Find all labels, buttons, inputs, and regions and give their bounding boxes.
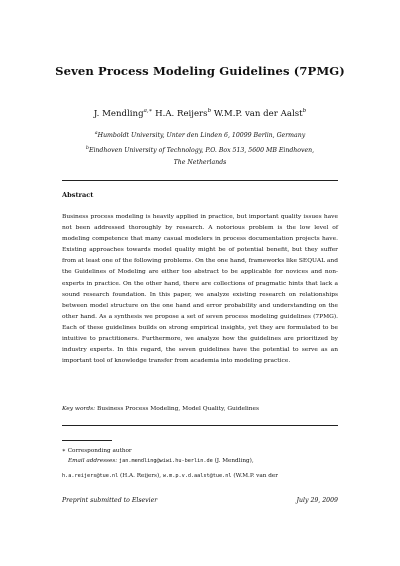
footnote-mark: ∗ [62,448,66,454]
keywords-text: Business Process Modeling, Model Quality, Guidelines [97,406,260,412]
email-link[interactable]: w.m.p.v.d.aalst@tue.nl [162,473,232,479]
affiliation-text: Humboldt University, Unter den Linden 6, 10099 Berlin, Germany [97,132,306,139]
author-list [0,108,400,119]
email-owner: (J. Mendling), [214,458,254,464]
author-affiliation-mark: b [207,108,212,114]
affiliation-text: Eindhoven University of Technology, P.O. Box 513, 5600 MB Eindhoven, [88,147,315,154]
email-owner: (W.M.P. van der [233,473,278,479]
affiliation-mark: b [85,146,89,151]
abstract-body: Business process modeling is heavily applied in practice, but important quality issues have not been addressed thoroughly by research. A notorious problem is the low level of modeling competence that many casual modelers in process documentation projects have. Existing approaches towards model quality might be of potential benefit, but they suffer from at least one of the following problems. On the one hand, frameworks like SEQUAL and the Guidelines of Modeling are either too abstract to be applicable for novices and non-experts in practice. On the other hand, there are collections of pragmatic hints that lack a sound research foundation. In this paper, we analyze existing research on relationships between model structure on the one hand and error probability and understanding on the other hand. As a synthesis we propose a set of seven process modeling guidelines (7PMG). Each of these guidelines builds on strong empirical insights, yet they are formulated to be intuitive to practitioners. Furthermore, we analyze how the guidelines are prioritized by industry experts. In this regard, the seven guidelines have the potential to serve as an important tool of knowledge transfer from academia into modeling practice. [62,214,338,365]
email-owner: (H.A. Reijers), [120,473,162,479]
affiliation-a [30,128,370,142]
footnote-emails-line2 [62,471,338,481]
affiliation-text-cont: The Netherlands [173,158,227,166]
email-link[interactable]: h.a.reijers@tue.nl [62,473,119,479]
abstract-heading: Abstract [62,191,94,199]
preprint-date: July 29, 2009 [296,497,338,504]
preprint-note: Preprint submitted to Elsevier [62,497,158,504]
author-name: J. Mendling [93,109,144,119]
keywords-label: Key words: [62,406,96,412]
keywords [62,404,338,414]
abstract-top-rule [62,180,338,181]
affiliation-mark: a [94,131,98,136]
footnote-rule [62,440,112,441]
abstract-bottom-rule [62,425,338,426]
author-name: W.M.P. van der Aalst [213,109,303,119]
footnote-corresponding-text: Corresponding author [67,448,132,454]
email-link[interactable]: jan.mendling@wiwi.hu-berlin.de [119,458,213,464]
affiliation-b [30,143,370,168]
footnote-emails-line1 [62,456,344,466]
email-label: Email addresses: [68,458,118,464]
footnote-corresponding [62,446,338,456]
author-affiliation-mark: a,∗ [143,108,153,114]
author-affiliation-mark: b [302,108,307,114]
author-name: H.A. Reijers [155,109,208,119]
paper-title: Seven Process Modeling Guidelines (7PMG) [55,64,345,78]
